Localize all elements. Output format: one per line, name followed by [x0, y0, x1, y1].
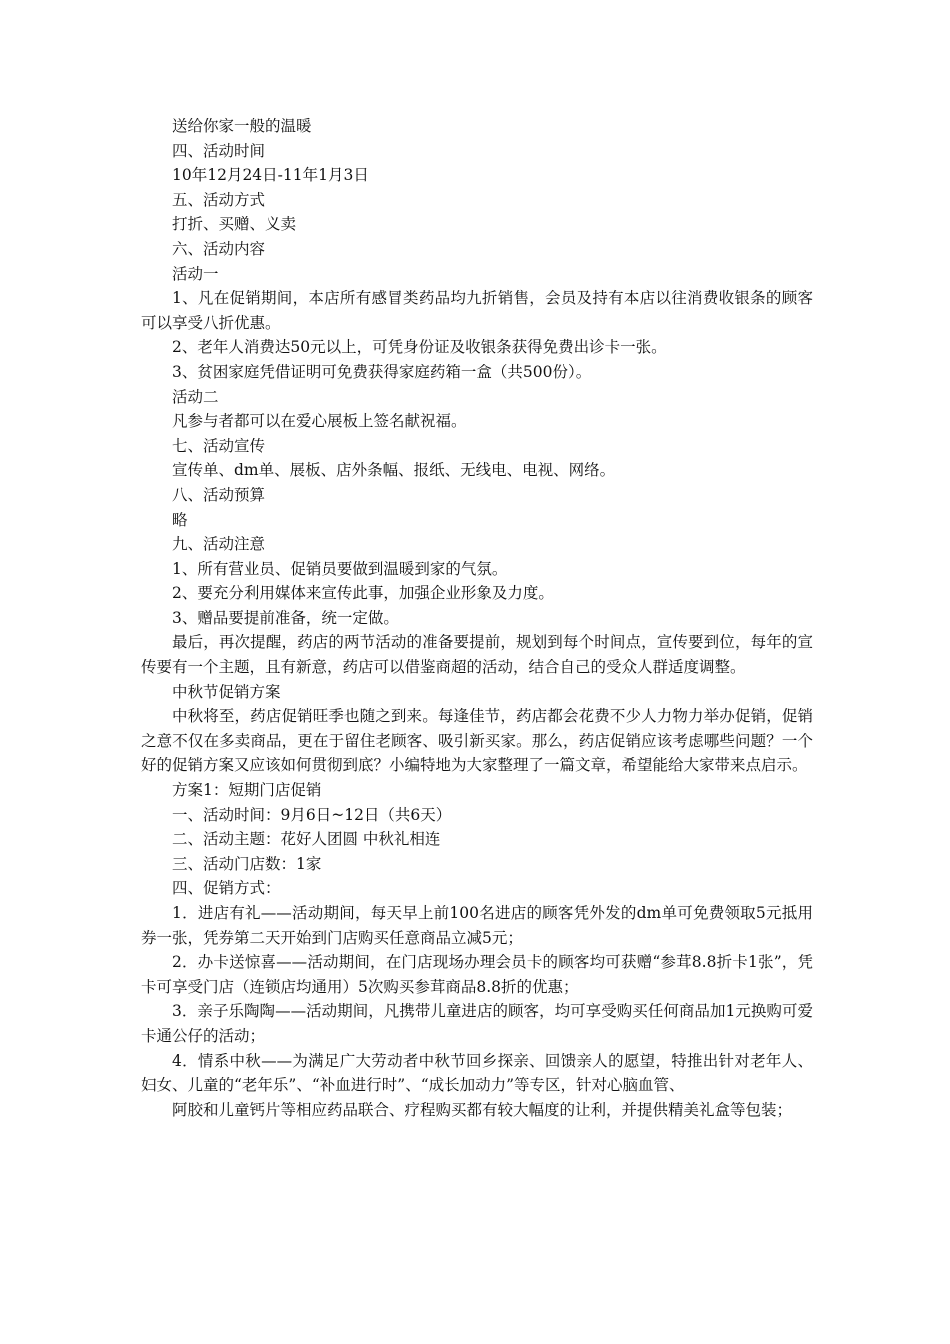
paragraph: 打折、买赠、义卖 — [172, 215, 297, 234]
list-item: 1．进店有礼——活动期间，每天早上前100名进店的顾客凭外发的dm单可免费领取5元抵用券一张，凭券第二天开始到门店购买任意商品立减5元； — [141, 904, 813, 947]
paragraph: 送给你家一般的温暖 — [172, 117, 312, 135]
section-heading: 九、活动注意 — [172, 535, 266, 554]
list-item: 1、所有营业员、促销员要做到温暖到家的气氛。 — [172, 559, 508, 578]
document-body — [141, 114, 813, 1122]
document-subtitle: 中秋节促销方案 — [172, 682, 281, 701]
section-heading: 四、促销方式： — [172, 879, 281, 898]
subsection-heading: 活动二 — [172, 387, 219, 406]
paragraph: 二、活动主题：花好人团圆 中秋礼相连 — [172, 830, 441, 849]
list-item: 1、凡在促销期间，本店所有感冒类药品均九折销售，会员及持有本店以往消费收银条的顾客可以享受八折优惠。 — [141, 289, 813, 332]
list-item: 2、要充分利用媒体来宣传此事，加强企业形象及力度。 — [172, 584, 554, 603]
paragraph: 一、活动时间：9月6日~12日（共6天） — [172, 805, 452, 824]
paragraph: 略 — [172, 510, 188, 529]
section-heading: 方案1：短期门店促销 — [172, 781, 322, 800]
section-heading: 四、活动时间 — [172, 141, 266, 160]
paragraph: 最后，再次提醒，药店的两节活动的准备要提前，规划到每个时间点，宣传要到位，每年的宣传要有一个主题，且有新意，药店可以借鉴商超的活动，结合自己的受众人群适度调整。 — [141, 633, 813, 677]
list-item: 2．办卡送惊喜——活动期间，在门店现场办理会员卡的顾客均可获赠“参茸8.8折卡1张”，凭卡可享受门店（连锁店均通用）5次购买参茸商品8.8折的优惠； — [141, 953, 813, 996]
paragraph: 宣传单、dm单、展板、店外条幅、报纸、无线电、电视、网络。 — [172, 461, 616, 480]
paragraph: 阿胶和儿童钙片等相应药品联合、疗程购买都有较大幅度的让利，并提供精美礼盒等包装； — [172, 1100, 793, 1119]
list-item: 3、赠品要提前准备，统一定做。 — [172, 608, 399, 627]
list-item: 3、贫困家庭凭借证明可免费获得家庭药箱一盒（共500份）。 — [172, 362, 592, 381]
section-heading: 八、活动预算 — [172, 485, 266, 504]
section-heading: 六、活动内容 — [172, 239, 266, 258]
section-heading: 七、活动宣传 — [172, 436, 266, 455]
section-heading: 五、活动方式 — [172, 190, 266, 209]
list-item: 4．情系中秋——为满足广大劳动者中秋节回乡探亲、回馈亲人的愿望，特推出针对老年人、妇女、儿童的“老年乐”、“补血进行时”、“成长加动力”等专区，针对心脑血管、 — [141, 1051, 813, 1095]
subsection-heading: 活动一 — [172, 264, 219, 283]
list-item: 2、老年人消费达50元以上，可凭身份证及收银条获得免费出诊卡一张。 — [172, 338, 667, 357]
paragraph: 10年12月24日-11年1月3日 — [172, 166, 369, 185]
paragraph: 中秋将至，药店促销旺季也随之到来。每逢佳节，药店都会花费不少人力物力举办促销，促销之意不仅在多卖商品，更在于留住老顾客、吸引新买家。那么，药店促销应该考虑哪些问题？一个好的促销方案又应该如何贯彻到底？小编特地为大家整理了一篇文章，希望能给大家带来点启示。 — [141, 707, 813, 775]
paragraph: 凡参与者都可以在爱心展板上签名献祝福。 — [172, 412, 467, 431]
paragraph: 三、活动门店数：1家 — [172, 854, 322, 873]
list-item: 3．亲子乐陶陶——活动期间，凡携带儿童进店的顾客，均可享受购买任何商品加1元换购可爱卡通公仔的活动； — [141, 1002, 813, 1045]
